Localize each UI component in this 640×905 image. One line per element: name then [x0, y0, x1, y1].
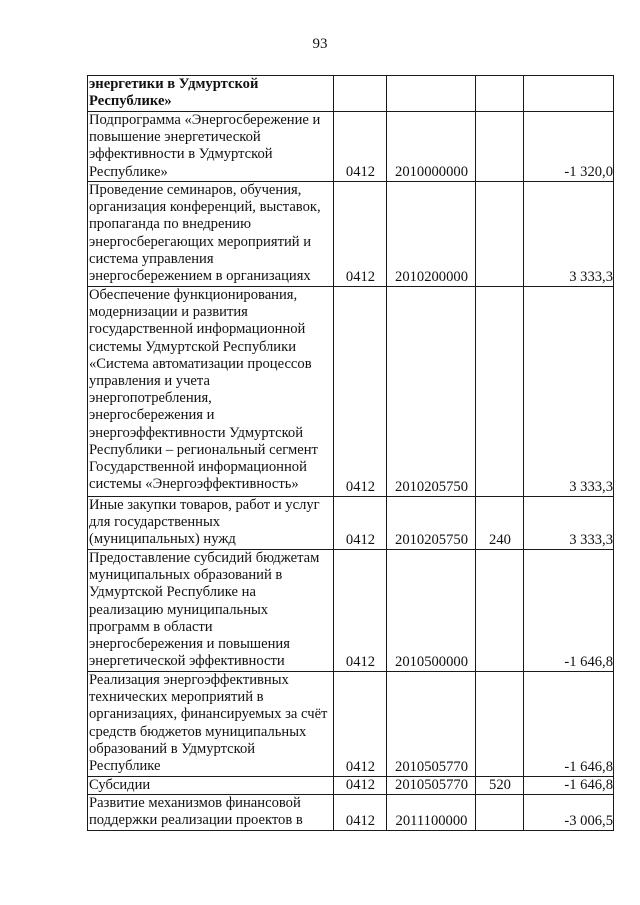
- row-name-cell: Развитие механизмов финансовой поддержки реализации проектов в: [88, 795, 334, 831]
- target-article-cell: [387, 76, 476, 112]
- target-article-cell: 2010500000: [387, 550, 476, 672]
- table-row: [88, 777, 614, 795]
- target-article-cell: 2010000000: [387, 112, 476, 182]
- section-code-cell: 0412: [334, 112, 387, 182]
- expense-type-cell: 240: [476, 497, 524, 550]
- section-code-cell: 0412: [334, 497, 387, 550]
- section-code-cell: 0412: [334, 182, 387, 287]
- row-name-cell: энергетики в Удмуртской Республике»: [88, 76, 334, 112]
- section-code-cell: 0412: [334, 777, 387, 795]
- table-row: [88, 287, 614, 497]
- amount-cell: 3 333,3: [524, 182, 614, 287]
- table-row: [88, 112, 614, 182]
- target-article-cell: 2010505770: [387, 672, 476, 777]
- target-article-cell: 2010505770: [387, 777, 476, 795]
- expense-type-cell: 520: [476, 777, 524, 795]
- row-name-cell: Проведение семинаров, обучения, организация конференций, выставок, пропаганда по внедрению энергосберегающих мероприятий и система управления энергосбережением в организациях: [88, 182, 334, 287]
- expense-type-cell: [476, 795, 524, 831]
- section-code-cell: 0412: [334, 672, 387, 777]
- amount-cell: -1 646,8: [524, 550, 614, 672]
- budget-table: [87, 75, 614, 831]
- amount-cell: -1 646,8: [524, 672, 614, 777]
- section-code-cell: 0412: [334, 287, 387, 497]
- table-row: [88, 182, 614, 287]
- expense-type-cell: [476, 672, 524, 777]
- amount-cell: 3 333,3: [524, 287, 614, 497]
- amount-cell: 3 333,3: [524, 497, 614, 550]
- table-row: [88, 497, 614, 550]
- row-name-cell: Подпрограмма «Энергосбережение и повышение энергетической эффективности в Удмуртской Республике»: [88, 112, 334, 182]
- row-name-cell: Иные закупки товаров, работ и услуг для государственных (муниципальных) нужд: [88, 497, 334, 550]
- target-article-cell: 2011100000: [387, 795, 476, 831]
- section-code-cell: [334, 76, 387, 112]
- table-row: [88, 76, 614, 112]
- target-article-cell: 2010205750: [387, 497, 476, 550]
- table-row: [88, 795, 614, 831]
- row-name-cell: Предоставление субсидий бюджетам муниципальных образований в Удмуртской Республике на реализацию муниципальных программ в области энергосбережения и повышения энергетической эффективности: [88, 550, 334, 672]
- amount-cell: -1 646,8: [524, 777, 614, 795]
- expense-type-cell: [476, 76, 524, 112]
- target-article-cell: 2010200000: [387, 182, 476, 287]
- amount-cell: -3 006,5: [524, 795, 614, 831]
- table-row: [88, 672, 614, 777]
- section-code-cell: 0412: [334, 795, 387, 831]
- table-row: [88, 550, 614, 672]
- expense-type-cell: [476, 112, 524, 182]
- page-number: 93: [312, 36, 328, 52]
- expense-type-cell: [476, 182, 524, 287]
- expense-type-cell: [476, 550, 524, 672]
- amount-cell: [524, 76, 614, 112]
- target-article-cell: 2010205750: [387, 287, 476, 497]
- row-name-cell: Субсидии: [88, 777, 334, 795]
- expense-type-cell: [476, 287, 524, 497]
- row-name-cell: Обеспечение функционирования, модернизации и развития государственной информационной системы Удмуртской Республики «Система автоматизации процессов управления и учета энергопотребления, энергосбережения и энергоэффективности Удмуртской Республики – региональный сегмент Государственной информационной системы «Энергоэффективность»: [88, 287, 334, 497]
- row-name-cell: Реализация энергоэффективных технических мероприятий в организациях, финансируемых за счёт средств бюджетов муниципальных образований в Удмуртской Республике: [88, 672, 334, 777]
- amount-cell: -1 320,0: [524, 112, 614, 182]
- section-code-cell: 0412: [334, 550, 387, 672]
